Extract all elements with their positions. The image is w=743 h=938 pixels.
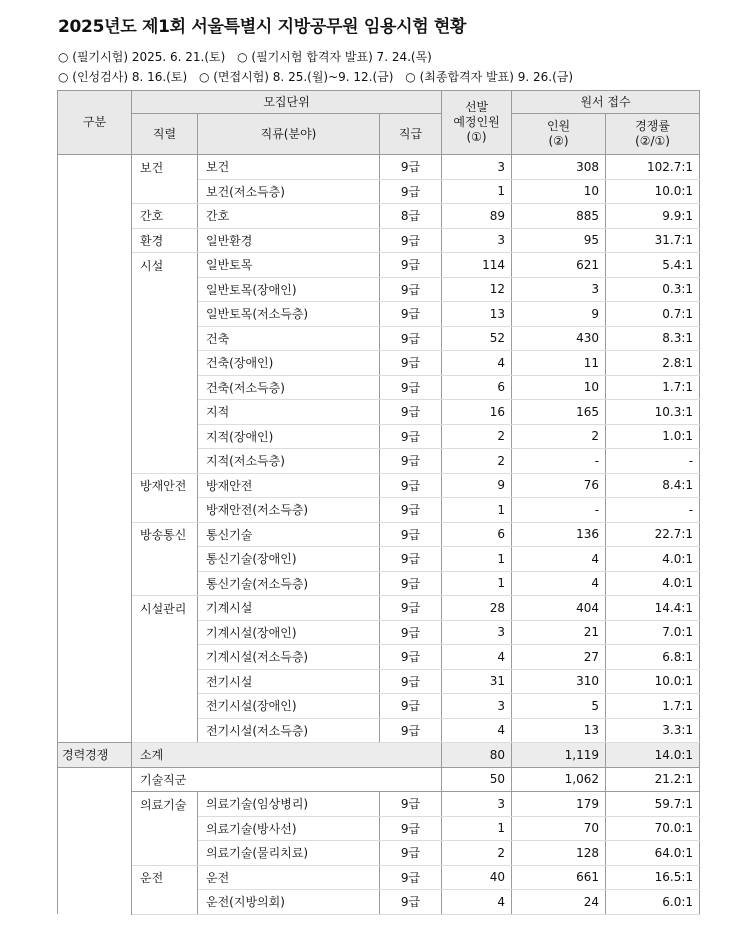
row-series: 보건 [132,155,198,180]
row-applicants: 621 [512,253,606,278]
row-grade: 9급 [380,375,442,400]
row-field: 일반토목 [198,253,380,278]
table-row [58,424,700,449]
exam-status-table [57,90,700,915]
row-category-cell [58,204,132,229]
schedule-written-exam: ○ (필기시험) 2025. 6. 21.(토) [58,50,226,64]
table-row [58,228,700,253]
subtotal-category: 경력경쟁 [58,743,132,768]
row-applicants: - [512,498,606,523]
row-applicants: 885 [512,204,606,229]
row-field: 일반토목(저소득층) [198,302,380,327]
row-applicants: 13 [512,718,606,743]
row-ratio: 16.5:1 [606,865,700,890]
row-planned: 2 [442,841,512,866]
row-ratio: 22.7:1 [606,522,700,547]
row-series [132,498,198,523]
row-ratio: - [606,449,700,474]
row-series [132,424,198,449]
row-series: 운전 [132,865,198,890]
row-series [132,351,198,376]
row-field: 건축(저소득층) [198,375,380,400]
row-field: 의료기술(방사선) [198,816,380,841]
row-applicants: 404 [512,596,606,621]
row-field: 지적(장애인) [198,424,380,449]
row-series [132,694,198,719]
row-grade: 9급 [380,179,442,204]
row-series [132,277,198,302]
group-category-cell [58,767,132,792]
row-planned: 3 [442,620,512,645]
row-series [132,645,198,670]
header-ratio [606,114,700,155]
row-field: 기계시설(장애인) [198,620,380,645]
table-row [58,694,700,719]
row-planned: 6 [442,375,512,400]
row-series [132,375,198,400]
row-applicants: 10 [512,179,606,204]
table-row [58,204,700,229]
row-field: 지적(저소득층) [198,449,380,474]
header-ratio-line2: (②/①) [635,134,670,148]
header-category: 구분 [58,91,132,155]
row-category-cell [58,424,132,449]
row-category-cell [58,620,132,645]
row-field: 의료기술(물리치료) [198,841,380,866]
header-applicants [512,114,606,155]
row-ratio: 6.8:1 [606,645,700,670]
row-category-cell [58,792,132,817]
row-planned: 4 [442,351,512,376]
row-ratio: 59.7:1 [606,792,700,817]
row-planned: 9 [442,473,512,498]
row-series: 환경 [132,228,198,253]
table-row [58,645,700,670]
row-category-cell [58,571,132,596]
subtotal-label: 소계 [132,743,442,768]
row-field: 통신기술(저소득층) [198,571,380,596]
row-planned: 40 [442,865,512,890]
page-title: 2025년도 제1회 서울특별시 지방공무원 임용시험 현황 [58,17,467,37]
row-category-cell [58,179,132,204]
row-field: 운전 [198,865,380,890]
row-grade: 9급 [380,351,442,376]
table-row [58,351,700,376]
row-category-cell [58,498,132,523]
header-applicants-line1: 인원 [546,119,571,133]
row-ratio: - [606,498,700,523]
row-field: 의료기술(임상병리) [198,792,380,817]
row-applicants: 3 [512,277,606,302]
row-ratio: 1.7:1 [606,375,700,400]
row-category-cell [58,375,132,400]
subtotal-applicants: 1,119 [512,743,606,768]
schedule-written-result: ○ (필기시험 합격자 발표) 7. 24.(목) [237,50,432,64]
row-planned: 12 [442,277,512,302]
row-series: 시설 [132,253,198,278]
table-body [58,155,700,915]
row-field: 건축(장애인) [198,351,380,376]
row-grade: 9급 [380,792,442,817]
row-planned: 3 [442,792,512,817]
table-row [58,375,700,400]
row-series [132,179,198,204]
row-ratio: 5.4:1 [606,253,700,278]
table-row [58,841,700,866]
row-applicants: 310 [512,669,606,694]
row-series [132,571,198,596]
schedule-personality-test: ○ (인성검사) 8. 16.(토) [58,70,188,84]
header-applicants-line2: (②) [548,134,569,148]
row-applicants: 70 [512,816,606,841]
table-row [58,669,700,694]
row-planned: 4 [442,645,512,670]
row-ratio: 10.0:1 [606,669,700,694]
row-planned: 2 [442,449,512,474]
row-field: 일반토목(장애인) [198,277,380,302]
row-category-cell [58,277,132,302]
row-planned: 1 [442,179,512,204]
row-series [132,620,198,645]
schedule-line-2 [58,68,581,85]
row-ratio: 8.4:1 [606,473,700,498]
row-ratio: 0.7:1 [606,302,700,327]
row-category-cell [58,890,132,915]
row-planned: 114 [442,253,512,278]
row-category-cell [58,547,132,572]
row-ratio: 2.8:1 [606,351,700,376]
row-field: 보건(저소득층) [198,179,380,204]
row-series: 의료기술 [132,792,198,817]
row-series: 방송통신 [132,522,198,547]
row-field: 전기시설(장애인) [198,694,380,719]
row-field: 간호 [198,204,380,229]
row-series: 시설관리 [132,596,198,621]
table-row [58,792,700,817]
row-grade: 9급 [380,449,442,474]
row-planned: 4 [442,718,512,743]
row-grade: 9급 [380,620,442,645]
row-applicants: 4 [512,571,606,596]
row-category-cell [58,841,132,866]
row-planned: 6 [442,522,512,547]
row-planned: 4 [442,890,512,915]
row-applicants: 165 [512,400,606,425]
row-applicants: - [512,449,606,474]
table-row [58,498,700,523]
row-grade: 9급 [380,816,442,841]
row-planned: 28 [442,596,512,621]
table-row [58,473,700,498]
row-applicants: 5 [512,694,606,719]
row-grade: 9급 [380,669,442,694]
group-applicants: 1,062 [512,767,606,792]
row-grade: 9급 [380,424,442,449]
row-field: 일반환경 [198,228,380,253]
header-field: 직류(분야) [198,114,380,155]
row-planned: 13 [442,302,512,327]
row-grade: 9급 [380,841,442,866]
row-applicants: 24 [512,890,606,915]
row-ratio: 64.0:1 [606,841,700,866]
header-ratio-line1: 경쟁률 [635,119,670,133]
table-row [58,253,700,278]
header-series: 직렬 [132,114,198,155]
table-row [58,571,700,596]
row-field: 전기시설 [198,669,380,694]
row-category-cell [58,155,132,180]
row-planned: 3 [442,228,512,253]
row-grade: 9급 [380,645,442,670]
row-planned: 3 [442,155,512,180]
row-applicants: 21 [512,620,606,645]
row-grade: 9급 [380,302,442,327]
header-application: 원서 접수 [512,91,700,114]
row-series [132,326,198,351]
row-grade: 9급 [380,326,442,351]
header-planned [442,91,512,155]
group-planned: 50 [442,767,512,792]
row-series [132,718,198,743]
table-row [58,865,700,890]
row-field: 방재안전 [198,473,380,498]
row-ratio: 1.0:1 [606,424,700,449]
row-grade: 9급 [380,228,442,253]
row-applicants: 4 [512,547,606,572]
row-planned: 31 [442,669,512,694]
row-planned: 1 [442,571,512,596]
row-applicants: 11 [512,351,606,376]
table-row [58,547,700,572]
row-category-cell [58,473,132,498]
group-ratio: 21.2:1 [606,767,700,792]
table-row [58,155,700,180]
row-field: 통신기술 [198,522,380,547]
row-planned: 1 [442,816,512,841]
header-grade: 직급 [380,114,442,155]
row-category-cell [58,645,132,670]
row-category-cell [58,694,132,719]
row-planned: 1 [442,547,512,572]
table-row [58,302,700,327]
row-field: 전기시설(저소득층) [198,718,380,743]
row-grade: 9급 [380,498,442,523]
row-series [132,669,198,694]
row-applicants: 179 [512,792,606,817]
row-applicants: 308 [512,155,606,180]
row-ratio: 70.0:1 [606,816,700,841]
row-applicants: 95 [512,228,606,253]
table-header [58,91,700,155]
row-grade: 9급 [380,522,442,547]
row-applicants: 9 [512,302,606,327]
row-ratio: 7.0:1 [606,620,700,645]
row-field: 보건 [198,155,380,180]
row-planned: 52 [442,326,512,351]
table-row [58,718,700,743]
row-applicants: 2 [512,424,606,449]
row-applicants: 27 [512,645,606,670]
row-applicants: 430 [512,326,606,351]
table-row [58,890,700,915]
table-row [58,400,700,425]
row-field: 기계시설(저소득층) [198,645,380,670]
row-category-cell [58,253,132,278]
row-grade: 9급 [380,571,442,596]
row-grade: 9급 [380,694,442,719]
row-ratio: 4.0:1 [606,571,700,596]
table-row [58,277,700,302]
row-grade: 9급 [380,890,442,915]
row-category-cell [58,816,132,841]
row-category-cell [58,669,132,694]
row-ratio: 10.3:1 [606,400,700,425]
row-ratio: 10.0:1 [606,179,700,204]
row-ratio: 14.4:1 [606,596,700,621]
row-applicants: 136 [512,522,606,547]
row-series [132,816,198,841]
group-label: 기술직군 [132,767,442,792]
row-planned: 89 [442,204,512,229]
row-ratio: 9.9:1 [606,204,700,229]
row-ratio: 3.3:1 [606,718,700,743]
row-category-cell [58,302,132,327]
row-series: 간호 [132,204,198,229]
row-series [132,890,198,915]
row-field: 통신기술(장애인) [198,547,380,572]
table-row [58,522,700,547]
row-grade: 9급 [380,400,442,425]
row-applicants: 76 [512,473,606,498]
row-applicants: 128 [512,841,606,866]
header-planned-line2: 예정인원 [453,115,500,129]
row-applicants: 661 [512,865,606,890]
schedule-line-1 [58,48,440,65]
row-series [132,449,198,474]
row-series [132,547,198,572]
row-ratio: 4.0:1 [606,547,700,572]
row-ratio: 0.3:1 [606,277,700,302]
row-grade: 9급 [380,473,442,498]
subtotal-row [58,743,700,768]
group-row [58,767,700,792]
schedule-final-result: ○ (최종합격자 발표) 9. 26.(금) [405,70,574,84]
header-recruit-unit: 모집단위 [132,91,442,114]
row-grade: 9급 [380,865,442,890]
row-grade: 9급 [380,596,442,621]
row-field: 지적 [198,400,380,425]
row-planned: 1 [442,498,512,523]
row-ratio: 102.7:1 [606,155,700,180]
row-category-cell [58,326,132,351]
row-ratio: 8.3:1 [606,326,700,351]
row-category-cell [58,865,132,890]
schedule-interview: ○ (면접시험) 8. 25.(월)~9. 12.(금) [198,70,394,84]
row-field: 방재안전(저소득층) [198,498,380,523]
row-grade: 9급 [380,277,442,302]
row-planned: 2 [442,424,512,449]
header-planned-line1: 선발 [464,100,489,114]
row-series [132,841,198,866]
subtotal-planned: 80 [442,743,512,768]
row-field: 운전(지방의회) [198,890,380,915]
row-grade: 9급 [380,155,442,180]
subtotal-ratio: 14.0:1 [606,743,700,768]
row-category-cell [58,449,132,474]
row-category-cell [58,522,132,547]
row-series [132,400,198,425]
row-ratio: 31.7:1 [606,228,700,253]
row-grade: 9급 [380,547,442,572]
row-grade: 9급 [380,718,442,743]
table-row [58,449,700,474]
row-category-cell [58,718,132,743]
row-grade: 9급 [380,253,442,278]
row-category-cell [58,400,132,425]
row-category-cell [58,228,132,253]
table-row [58,326,700,351]
row-series: 방재안전 [132,473,198,498]
header-planned-line3: (①) [466,130,487,144]
table-row [58,816,700,841]
row-field: 기계시설 [198,596,380,621]
row-applicants: 10 [512,375,606,400]
row-grade: 8급 [380,204,442,229]
table-row [58,596,700,621]
row-planned: 3 [442,694,512,719]
row-series [132,302,198,327]
row-planned: 16 [442,400,512,425]
row-category-cell [58,596,132,621]
row-ratio: 1.7:1 [606,694,700,719]
row-field: 건축 [198,326,380,351]
table-row [58,620,700,645]
row-ratio: 6.0:1 [606,890,700,915]
row-category-cell [58,351,132,376]
table-row [58,179,700,204]
